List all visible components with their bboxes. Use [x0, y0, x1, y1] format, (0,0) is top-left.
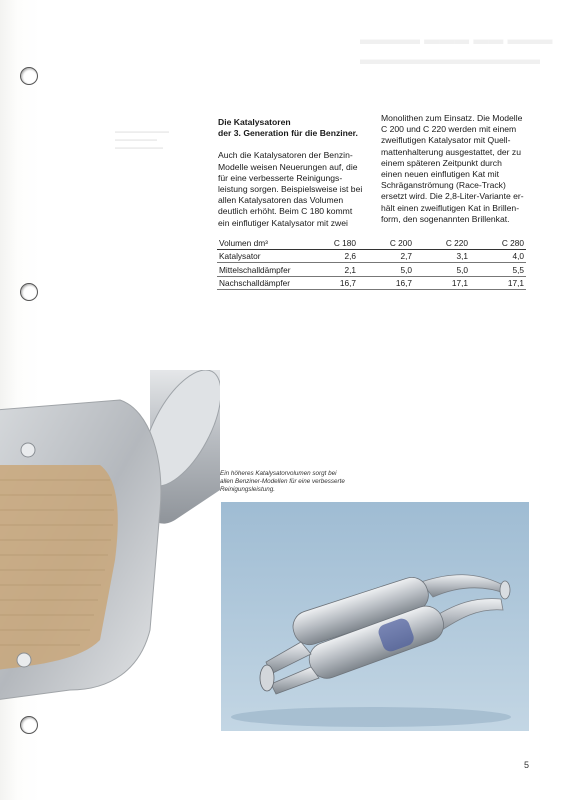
table-header-cell: Volumen dm³: [217, 236, 302, 249]
table-cell: Mittelschalldämpfer: [217, 263, 302, 277]
article-right-text: Monolithen zum Einsatz. Die Modelle C 200 und C 220 werden mit einem zweiflutigen Katalysator mit Quell- mattenhalterung ausgestattet, der zu einem späteren Zeitpunkt durch einen neuen einflutigen Kat mit Schräganströmung (Race-Track) ersetzt wird. Die 2,8-Liter-Variante er- hält einen zweiflutigen Kat in Brillen- form, den sogenannten Brillenkat.: [381, 113, 524, 224]
table-cell: 2,1: [302, 263, 358, 277]
table-cell: 4,0: [470, 249, 526, 263]
table-header-cell: C 220: [414, 236, 470, 249]
table-cell: 5,0: [414, 263, 470, 277]
table-cell: 17,1: [414, 276, 470, 290]
photo-caption: Ein höheres Katalysatorvolumen sorgt bei allen Benziner-Modellen für eine verbesserte Reinigungsleistung.: [220, 470, 345, 493]
punch-hole-top: [20, 67, 38, 85]
table-cell: 17,1: [470, 276, 526, 290]
table-header-cell: C 180: [302, 236, 358, 249]
table-cell: 5,5: [470, 263, 526, 277]
article-heading-line1: Die Katalysatoren: [218, 117, 291, 127]
table-cell: Katalysator: [217, 249, 302, 263]
table-cell: 3,1: [414, 249, 470, 263]
table-header-cell: C 200: [358, 236, 414, 249]
exhaust-catalyst-photo: [221, 502, 529, 731]
article-heading: [218, 117, 368, 139]
article-left-column: [218, 117, 368, 229]
table-cell: 16,7: [302, 276, 358, 290]
table-header-row: [217, 236, 526, 249]
table-header-cell: C 280: [470, 236, 526, 249]
catalytic-converter-illustration: [0, 370, 220, 730]
article-right-column: [381, 113, 533, 225]
table-cell: 2,7: [358, 249, 414, 263]
table-row: [217, 249, 526, 263]
catalyst-volume-table: [217, 236, 526, 290]
table-row: [217, 276, 526, 290]
table-cell: 16,7: [358, 276, 414, 290]
table-row: [217, 263, 526, 277]
page-number: 5: [524, 760, 530, 770]
table-cell: 5,0: [358, 263, 414, 277]
article-left-text: Auch die Katalysatoren der Benzin- Modelle weisen Neuerungen auf, die für eine verbesserte Reinigungs- leistung sorgen. Beispielsweise ist bei allen Katalysatoren das Volumen deutlich erhöht. Beim C 180 kommt ein einflutiger Katalysator mit zwei: [218, 150, 363, 228]
table-cell: Nachschalldämpfer: [217, 276, 302, 290]
article-heading-line2: der 3. Generation für die Benziner.: [218, 128, 358, 139]
table-cell: 2,6: [302, 249, 358, 263]
bleed-through-text: ▬▬▬▬ ▬▬▬ ▬▬ ▬▬▬ ▬▬▬▬▬▬▬▬▬▬▬▬: [360, 31, 553, 68]
punch-hole-middle: [20, 283, 38, 301]
bleed-through-sidenote: ▬▬▬▬▬▬▬▬▬ ▬▬▬▬▬▬▬ ▬▬▬▬▬▬▬▬: [115, 129, 169, 151]
